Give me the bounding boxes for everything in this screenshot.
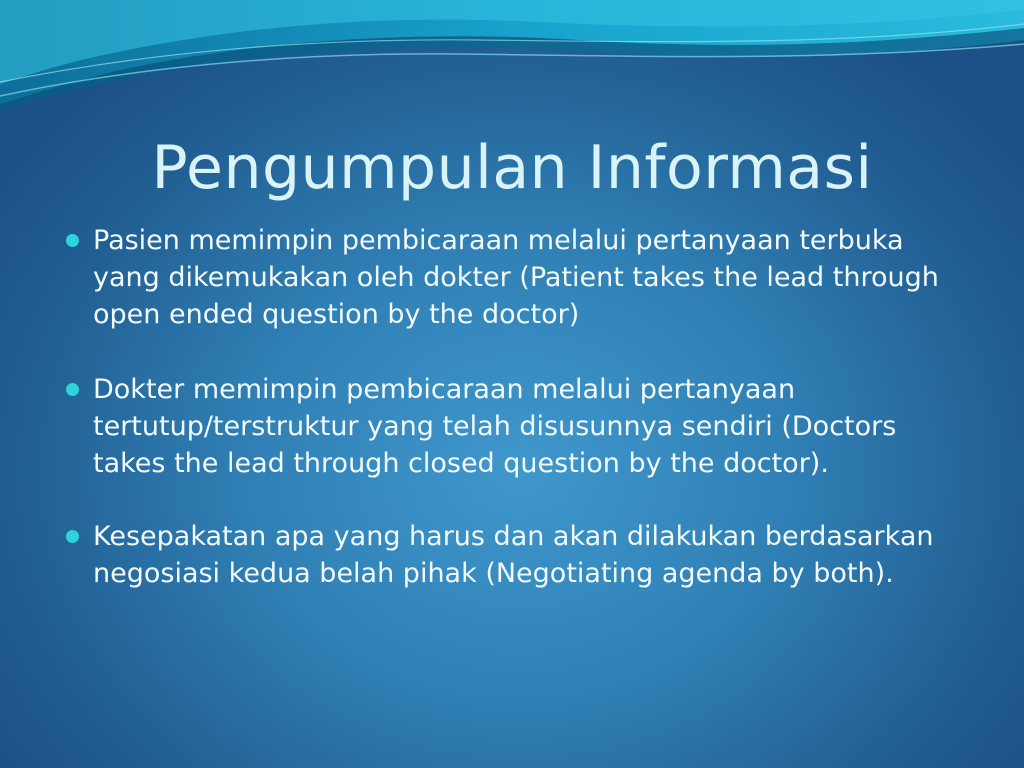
bullet-text: Kesepakatan apa yang harus dan akan dilakukan berdasarkan negosiasi kedua belah pihak (Negotiating agenda by both). xyxy=(93,521,934,589)
list-item xyxy=(62,371,962,482)
bullet-icon xyxy=(66,383,79,396)
bullet-icon xyxy=(66,234,79,247)
list-item xyxy=(62,222,962,333)
bullet-text: Dokter memimpin pembicaraan melalui pertanyaan tertutup/terstruktur yang telah disusunnya sendiri (Doctors takes the lead through closed question by the doctor). xyxy=(93,374,897,479)
decorative-wave xyxy=(0,0,1024,130)
list-item xyxy=(62,518,962,592)
bullet-icon xyxy=(66,530,79,543)
bullet-text: Pasien memimpin pembicaraan melalui pertanyaan terbuka yang dikemukakan oleh dokter (Patient takes the lead through open ended question by the doctor) xyxy=(93,225,939,330)
bullet-list xyxy=(62,222,962,630)
slide-title: Pengumpulan Informasi xyxy=(151,133,873,203)
